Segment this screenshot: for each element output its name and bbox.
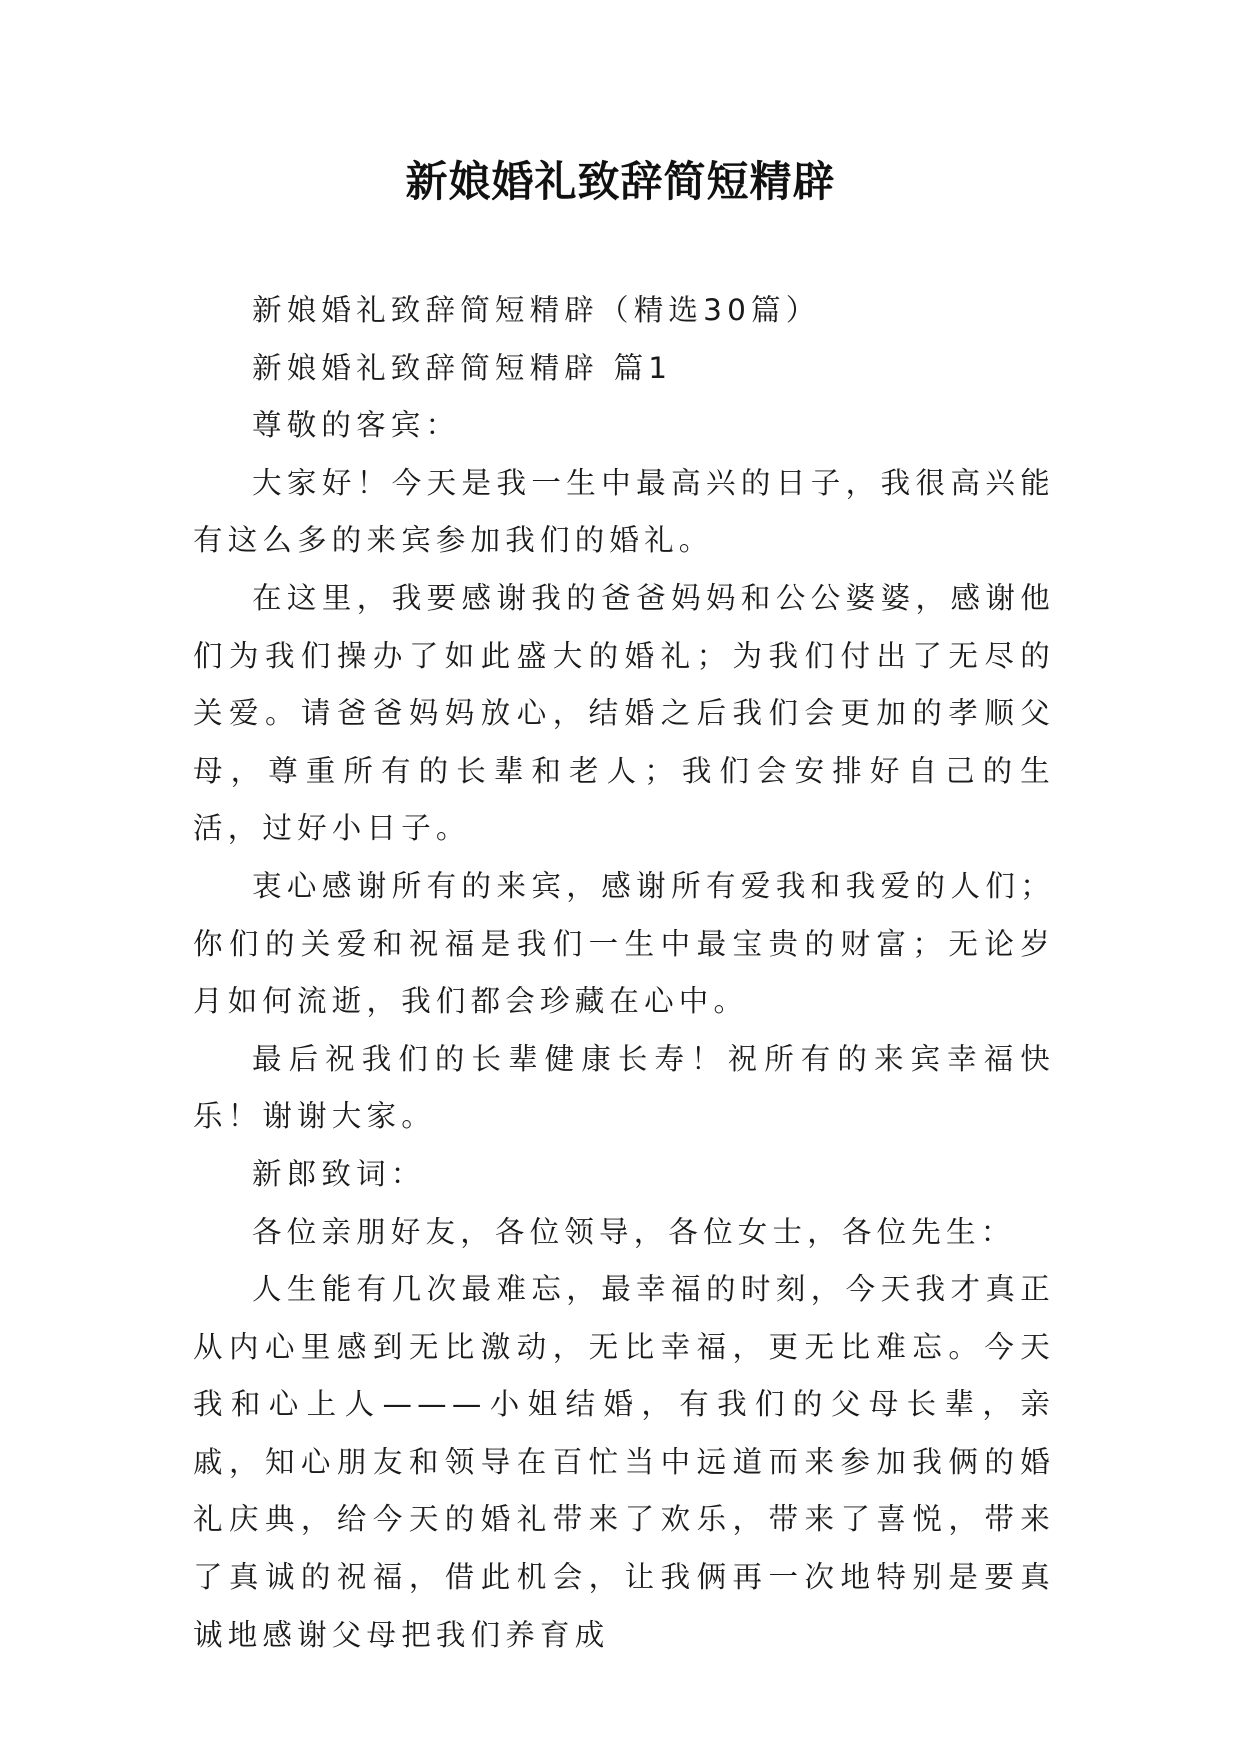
section-heading: 新娘婚礼致辞简短精辟 篇1 xyxy=(252,350,673,385)
salutation-paragraph: 各位亲朋好友，各位领导，各位女士，各位先生： xyxy=(252,1214,1016,1249)
body-paragraph: 在这里，我要感谢我的爸爸妈妈和公公婆婆，感谢他们为我们操办了如此盛大的婚礼；为我们付出了无尽的关爱。请爸爸妈妈放心，结婚之后我们会更加的孝顺父母，尊重所有的长辈和老人；我们会安排好自己的生活，过好小日子。 xyxy=(193,580,1055,846)
body-paragraph: 大家好！今天是我一生中最高兴的日子，我很高兴能有这么多的来宾参加我们的婚礼。 xyxy=(193,465,1055,558)
body-paragraph: 人生能有几次最难忘，最幸福的时刻，今天我才真正从内心里感到无比激动，无比幸福，更无比难忘。今天我和心上人———小姐结婚，有我们的父母长辈，亲戚，知心朋友和领导在百忙当中远道而来参加我俩的婚礼庆典，给今天的婚礼带来了欢乐，带来了喜悦，带来了真诚的祝福，借此机会，让我俩再一次地特别是要真诚地感谢父母把我们养育成 xyxy=(193,1272,1055,1652)
body-paragraph: 最后祝我们的长辈健康长寿！祝所有的来宾幸福快乐！谢谢大家。 xyxy=(193,1041,1055,1134)
document-title: 新娘婚礼致辞简短精辟 xyxy=(405,157,836,206)
groom-speech-heading: 新郎致词： xyxy=(252,1156,426,1191)
document-body xyxy=(193,282,1055,1664)
salutation-paragraph: 尊敬的客宾： xyxy=(252,408,461,443)
subtitle-paragraph: 新娘婚礼致辞简短精辟（精选30篇） xyxy=(252,293,821,327)
body-paragraph: 衷心感谢所有的来宾，感谢所有爱我和我爱的人们；你们的关爱和祝福是我们一生中最宝贵的财富；无论岁月如何流逝，我们都会珍藏在心中。 xyxy=(193,868,1055,1019)
